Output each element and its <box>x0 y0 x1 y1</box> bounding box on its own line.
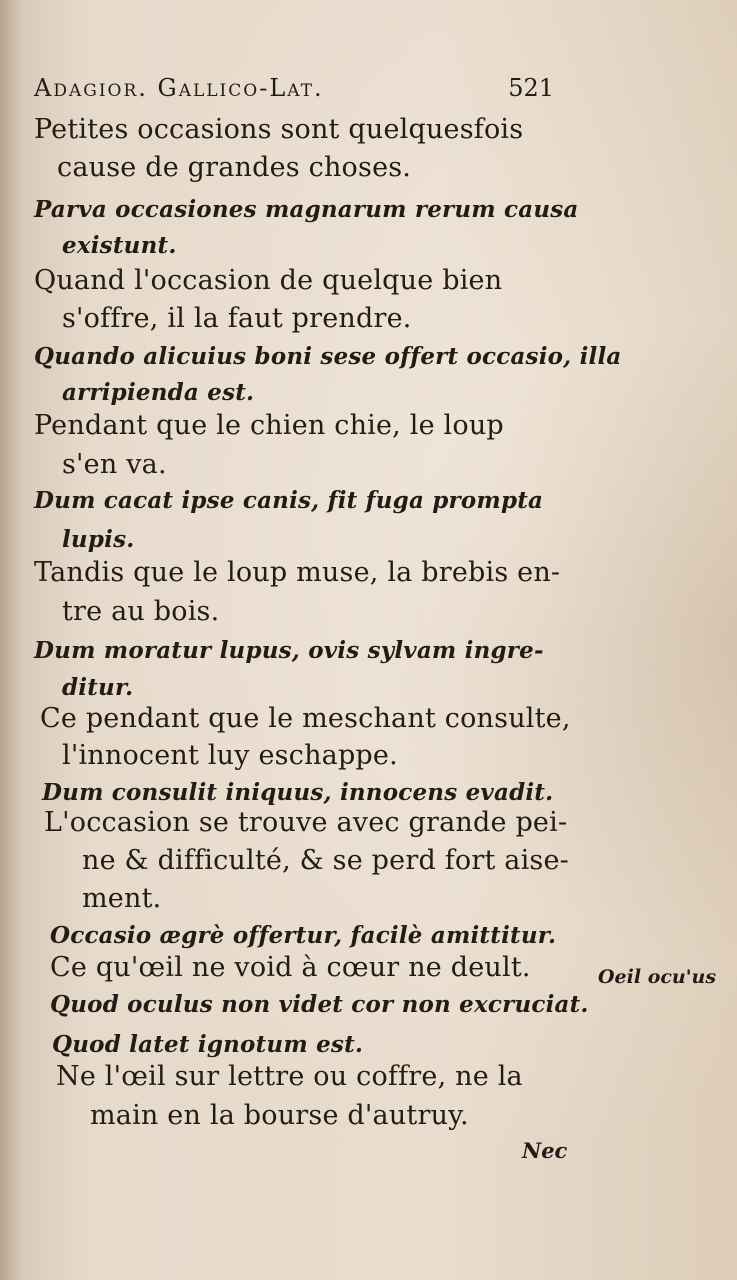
running-header <box>34 74 554 102</box>
latin-line: Dum cacat ipse canis, fit fuga prompta <box>34 487 544 514</box>
text-line: l'innocent luy eschappe. <box>62 740 398 771</box>
catchword: Nec <box>522 1138 568 1163</box>
latin-line: existunt. <box>62 232 177 259</box>
latin-line: lupis. <box>62 526 135 553</box>
page-gutter-shadow <box>0 0 22 1280</box>
latin-line: Occasio ægrè offertur, facilè amittitur. <box>50 922 557 949</box>
latin-line: Dum consulit iniquus, innocens evadit. <box>42 779 554 806</box>
latin-line: arripienda est. <box>62 379 255 406</box>
text-line: Pendant que le chien chie, le loup <box>34 410 504 441</box>
text-line: s'en va. <box>62 449 167 480</box>
text-line: ne & difficulté, & se perd fort aise- <box>82 845 569 876</box>
text-line: Ce pendant que le meschant consulte, <box>40 703 571 734</box>
text-line: s'offre, il la faut prendre. <box>62 303 412 334</box>
header-title: Adagior. Gallico-Lat. <box>34 74 324 102</box>
text-line: Quand l'occasion de quelque bien <box>34 265 503 296</box>
text-line: Petites occasions sont quelquesfois <box>34 114 524 145</box>
text-line: Ne l'œil sur lettre ou coffre, ne la <box>56 1061 523 1092</box>
text-line: cause de grandes choses. <box>57 152 412 183</box>
latin-line: Dum moratur lupus, ovis sylvam ingre- <box>34 637 544 664</box>
text-line: Tandis que le loup muse, la brebis en- <box>34 557 561 588</box>
text-line: main en la bourse d'autruy. <box>90 1100 469 1131</box>
text-line: tre au bois. <box>62 596 220 627</box>
text-line: L'occasion se trouve avec grande pei- <box>44 807 568 838</box>
text-line: Ce qu'œil ne void à cœur ne deult. <box>50 952 531 983</box>
text-line: ment. <box>82 883 162 914</box>
page-number: 521 <box>508 74 554 102</box>
latin-line: Quod oculus non videt cor non excruciat. <box>50 991 589 1018</box>
latin-line: Quod latet ignotum est. <box>52 1031 364 1058</box>
margin-note: Oeil ocu'us <box>598 966 717 988</box>
latin-line: Quando alicuius boni sese offert occasio, illa <box>34 343 622 370</box>
latin-line: ditur. <box>62 674 134 701</box>
latin-line: Parva occasiones magnarum rerum causa <box>34 196 579 223</box>
